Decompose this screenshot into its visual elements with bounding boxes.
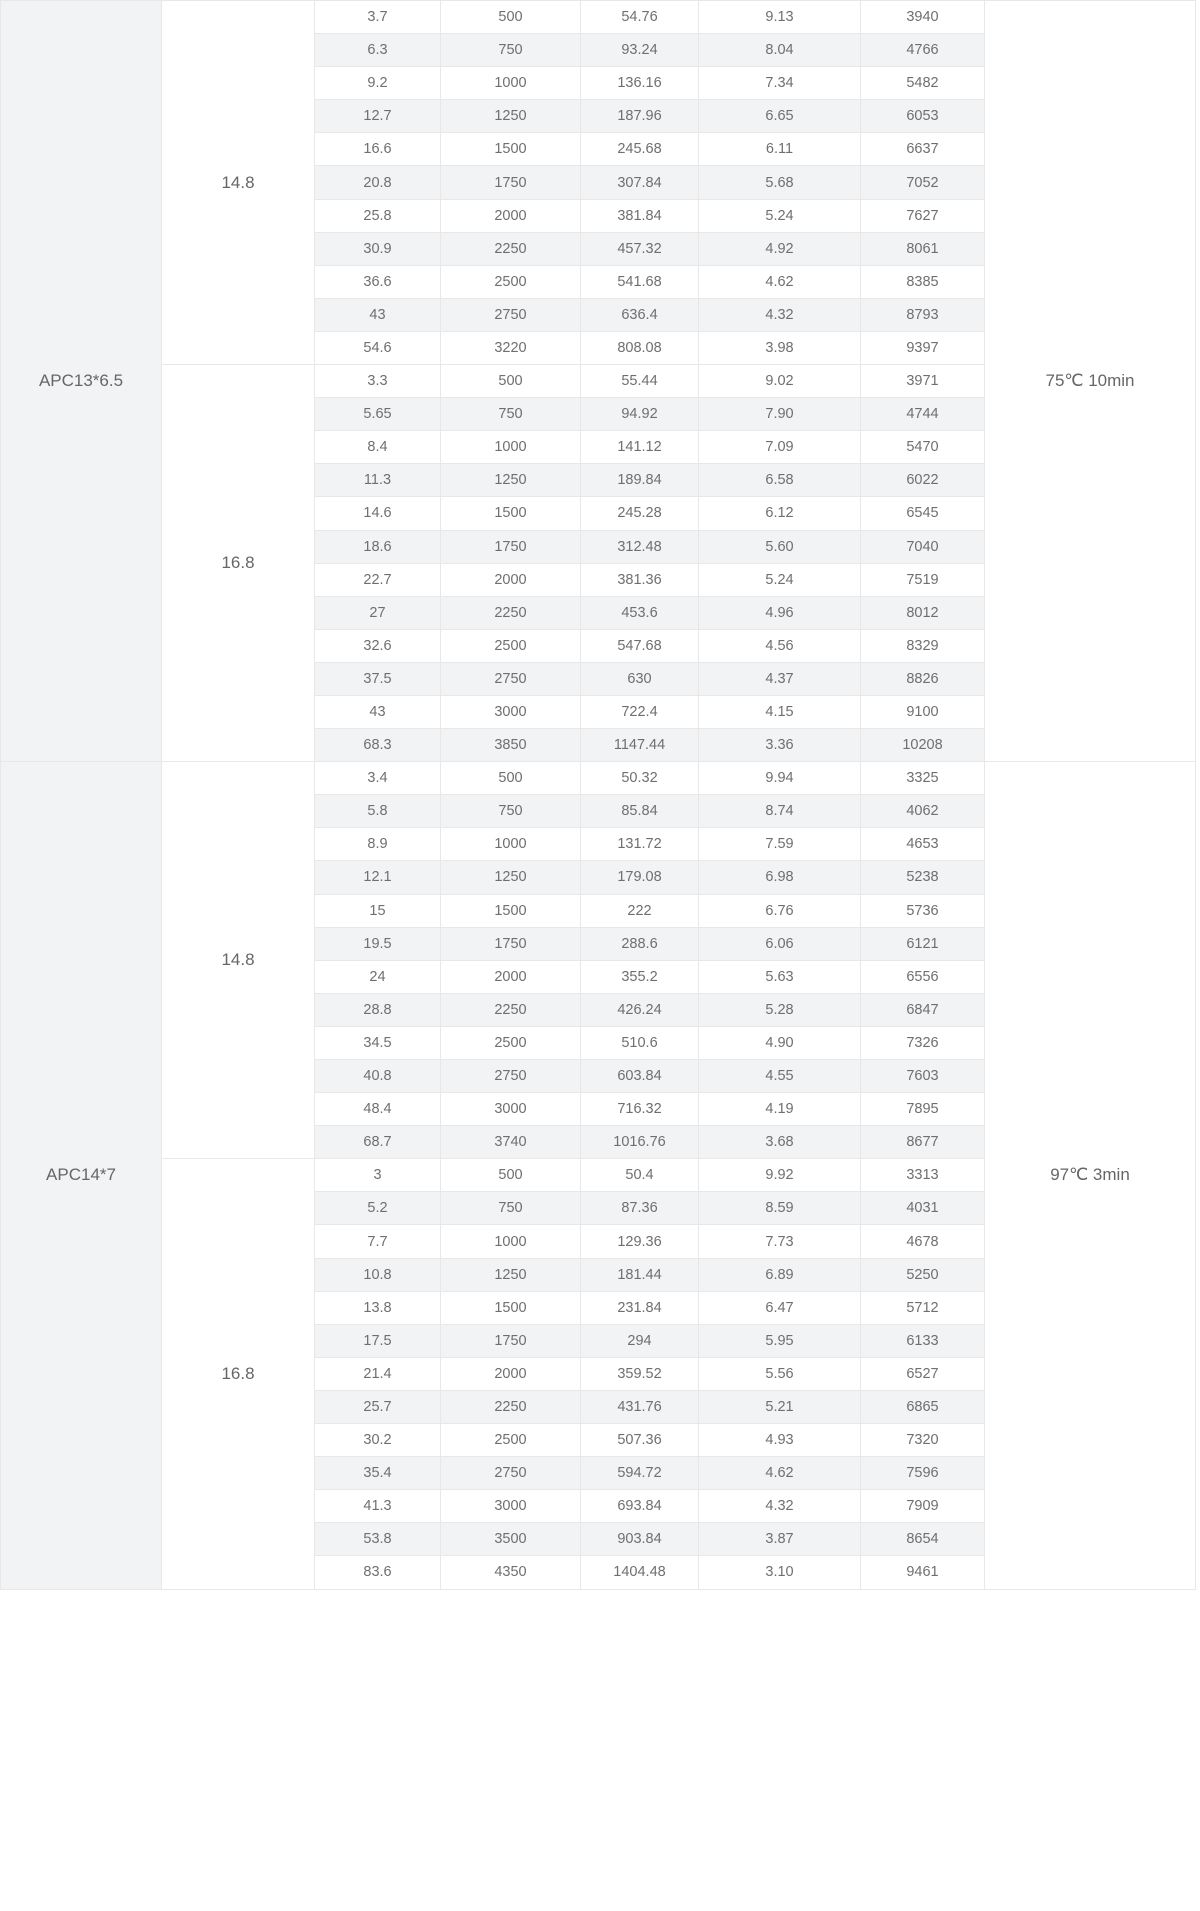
value-cell: 8.59: [699, 1192, 861, 1225]
value-cell: 4.56: [699, 629, 861, 662]
value-cell: 4766: [861, 34, 985, 67]
value-cell: 3940: [861, 1, 985, 34]
value-cell: 716.32: [581, 1093, 699, 1126]
value-cell: 55.44: [581, 365, 699, 398]
value-cell: 12.1: [315, 861, 441, 894]
value-cell: 7.34: [699, 67, 861, 100]
value-cell: 5.68: [699, 166, 861, 199]
value-cell: 8061: [861, 232, 985, 265]
value-cell: 3850: [441, 729, 581, 762]
value-cell: 9397: [861, 331, 985, 364]
value-cell: 3313: [861, 1159, 985, 1192]
value-cell: 9461: [861, 1556, 985, 1589]
propeller-model-cell: APC13*6.5: [1, 1, 162, 762]
value-cell: 8012: [861, 596, 985, 629]
value-cell: 3740: [441, 1126, 581, 1159]
value-cell: 722.4: [581, 695, 699, 728]
value-cell: 6556: [861, 960, 985, 993]
value-cell: 4.32: [699, 1490, 861, 1523]
value-cell: 636.4: [581, 298, 699, 331]
value-cell: 7627: [861, 199, 985, 232]
propeller-model-cell: APC14*7: [1, 762, 162, 1589]
value-cell: 7909: [861, 1490, 985, 1523]
value-cell: 8793: [861, 298, 985, 331]
value-cell: 693.84: [581, 1490, 699, 1523]
value-cell: 20.8: [315, 166, 441, 199]
value-cell: 85.84: [581, 795, 699, 828]
value-cell: 3.68: [699, 1126, 861, 1159]
value-cell: 6.12: [699, 497, 861, 530]
value-cell: 7895: [861, 1093, 985, 1126]
value-cell: 4.15: [699, 695, 861, 728]
value-cell: 3.36: [699, 729, 861, 762]
value-cell: 245.28: [581, 497, 699, 530]
value-cell: 500: [441, 762, 581, 795]
value-cell: 6527: [861, 1357, 985, 1390]
value-cell: 6133: [861, 1324, 985, 1357]
value-cell: 3500: [441, 1523, 581, 1556]
value-cell: 4031: [861, 1192, 985, 1225]
value-cell: 131.72: [581, 828, 699, 861]
value-cell: 2000: [441, 960, 581, 993]
table-edge: [1196, 1, 1200, 762]
value-cell: 7596: [861, 1457, 985, 1490]
value-cell: 5.21: [699, 1390, 861, 1423]
value-cell: 7326: [861, 1026, 985, 1059]
value-cell: 2250: [441, 596, 581, 629]
value-cell: 1000: [441, 1225, 581, 1258]
value-cell: 5.95: [699, 1324, 861, 1357]
value-cell: 1500: [441, 133, 581, 166]
value-cell: 6.76: [699, 894, 861, 927]
value-cell: 9.92: [699, 1159, 861, 1192]
value-cell: 6545: [861, 497, 985, 530]
value-cell: 9.13: [699, 1, 861, 34]
value-cell: 1147.44: [581, 729, 699, 762]
value-cell: 1000: [441, 828, 581, 861]
value-cell: 3220: [441, 331, 581, 364]
table-row: [1, 1, 1200, 34]
value-cell: 4678: [861, 1225, 985, 1258]
value-cell: 8677: [861, 1126, 985, 1159]
value-cell: 2750: [441, 298, 581, 331]
value-cell: 1500: [441, 497, 581, 530]
value-cell: 307.84: [581, 166, 699, 199]
value-cell: 1404.48: [581, 1556, 699, 1589]
voltage-cell: 16.8: [162, 365, 315, 762]
value-cell: 5238: [861, 861, 985, 894]
value-cell: 6.06: [699, 927, 861, 960]
value-cell: 3.87: [699, 1523, 861, 1556]
value-cell: 17.5: [315, 1324, 441, 1357]
value-cell: 187.96: [581, 100, 699, 133]
value-cell: 8385: [861, 265, 985, 298]
value-cell: 6.89: [699, 1258, 861, 1291]
value-cell: 8.4: [315, 431, 441, 464]
value-cell: 5.24: [699, 199, 861, 232]
value-cell: 7603: [861, 1060, 985, 1093]
value-cell: 5.65: [315, 398, 441, 431]
value-cell: 630: [581, 662, 699, 695]
value-cell: 4.37: [699, 662, 861, 695]
value-cell: 3: [315, 1159, 441, 1192]
value-cell: 1500: [441, 1291, 581, 1324]
value-cell: 222: [581, 894, 699, 927]
table-edge: [1196, 762, 1200, 1589]
value-cell: 9.94: [699, 762, 861, 795]
value-cell: 16.6: [315, 133, 441, 166]
value-cell: 7.59: [699, 828, 861, 861]
value-cell: 4.19: [699, 1093, 861, 1126]
value-cell: 6.58: [699, 464, 861, 497]
value-cell: 189.84: [581, 464, 699, 497]
value-cell: 288.6: [581, 927, 699, 960]
value-cell: 453.6: [581, 596, 699, 629]
value-cell: 2000: [441, 1357, 581, 1390]
value-cell: 6.11: [699, 133, 861, 166]
value-cell: 510.6: [581, 1026, 699, 1059]
value-cell: 10.8: [315, 1258, 441, 1291]
value-cell: 3.98: [699, 331, 861, 364]
value-cell: 750: [441, 34, 581, 67]
value-cell: 2750: [441, 662, 581, 695]
value-cell: 9.2: [315, 67, 441, 100]
value-cell: 2250: [441, 993, 581, 1026]
value-cell: 54.6: [315, 331, 441, 364]
value-cell: 1250: [441, 1258, 581, 1291]
value-cell: 10208: [861, 729, 985, 762]
value-cell: 594.72: [581, 1457, 699, 1490]
value-cell: 1000: [441, 431, 581, 464]
value-cell: 426.24: [581, 993, 699, 1026]
voltage-cell: 14.8: [162, 762, 315, 1159]
value-cell: 22.7: [315, 563, 441, 596]
value-cell: 4.62: [699, 265, 861, 298]
value-cell: 5736: [861, 894, 985, 927]
value-cell: 6847: [861, 993, 985, 1026]
value-cell: 43: [315, 298, 441, 331]
value-cell: 40.8: [315, 1060, 441, 1093]
value-cell: 6121: [861, 927, 985, 960]
value-cell: 3971: [861, 365, 985, 398]
value-cell: 8.9: [315, 828, 441, 861]
value-cell: 11.3: [315, 464, 441, 497]
value-cell: 231.84: [581, 1291, 699, 1324]
table-body: [1, 1, 1200, 1590]
value-cell: 48.4: [315, 1093, 441, 1126]
value-cell: 6.65: [699, 100, 861, 133]
value-cell: 2500: [441, 629, 581, 662]
value-cell: 15: [315, 894, 441, 927]
value-cell: 312.48: [581, 530, 699, 563]
value-cell: 1750: [441, 166, 581, 199]
value-cell: 1750: [441, 1324, 581, 1357]
value-cell: 6022: [861, 464, 985, 497]
value-cell: 53.8: [315, 1523, 441, 1556]
value-cell: 500: [441, 1, 581, 34]
value-cell: 136.16: [581, 67, 699, 100]
value-cell: 1250: [441, 861, 581, 894]
value-cell: 93.24: [581, 34, 699, 67]
page-bottom-margin: [0, 1590, 1200, 1630]
value-cell: 3000: [441, 695, 581, 728]
value-cell: 41.3: [315, 1490, 441, 1523]
value-cell: 7.7: [315, 1225, 441, 1258]
value-cell: 5482: [861, 67, 985, 100]
value-cell: 3.4: [315, 762, 441, 795]
value-cell: 1750: [441, 927, 581, 960]
value-cell: 21.4: [315, 1357, 441, 1390]
value-cell: 6.3: [315, 34, 441, 67]
value-cell: 4653: [861, 828, 985, 861]
value-cell: 5250: [861, 1258, 985, 1291]
value-cell: 3.10: [699, 1556, 861, 1589]
temperature-cell: 75℃ 10min: [985, 1, 1196, 762]
value-cell: 2500: [441, 1424, 581, 1457]
value-cell: 9100: [861, 695, 985, 728]
value-cell: 34.5: [315, 1026, 441, 1059]
value-cell: 750: [441, 795, 581, 828]
value-cell: 2500: [441, 1026, 581, 1059]
value-cell: 381.36: [581, 563, 699, 596]
value-cell: 4350: [441, 1556, 581, 1589]
value-cell: 5.24: [699, 563, 861, 596]
value-cell: 4.96: [699, 596, 861, 629]
value-cell: 18.6: [315, 530, 441, 563]
value-cell: 30.9: [315, 232, 441, 265]
value-cell: 4.90: [699, 1026, 861, 1059]
temperature-cell: 97℃ 3min: [985, 762, 1196, 1589]
value-cell: 500: [441, 365, 581, 398]
value-cell: 2250: [441, 1390, 581, 1423]
value-cell: 35.4: [315, 1457, 441, 1490]
value-cell: 6.98: [699, 861, 861, 894]
value-cell: 1016.76: [581, 1126, 699, 1159]
value-cell: 4744: [861, 398, 985, 431]
value-cell: 3000: [441, 1490, 581, 1523]
value-cell: 94.92: [581, 398, 699, 431]
value-cell: 13.8: [315, 1291, 441, 1324]
value-cell: 6865: [861, 1390, 985, 1423]
value-cell: 541.68: [581, 265, 699, 298]
value-cell: 1500: [441, 894, 581, 927]
value-cell: 36.6: [315, 265, 441, 298]
value-cell: 5.8: [315, 795, 441, 828]
value-cell: 6637: [861, 133, 985, 166]
value-cell: 2000: [441, 563, 581, 596]
value-cell: 5.28: [699, 993, 861, 1026]
value-cell: 7.09: [699, 431, 861, 464]
value-cell: 50.32: [581, 762, 699, 795]
value-cell: 4.55: [699, 1060, 861, 1093]
value-cell: 547.68: [581, 629, 699, 662]
value-cell: 7519: [861, 563, 985, 596]
voltage-cell: 16.8: [162, 1159, 315, 1589]
value-cell: 8.04: [699, 34, 861, 67]
value-cell: 5712: [861, 1291, 985, 1324]
value-cell: 808.08: [581, 331, 699, 364]
value-cell: 179.08: [581, 861, 699, 894]
value-cell: 3000: [441, 1093, 581, 1126]
value-cell: 4.93: [699, 1424, 861, 1457]
value-cell: 3.7: [315, 1, 441, 34]
value-cell: 54.76: [581, 1, 699, 34]
value-cell: 68.7: [315, 1126, 441, 1159]
value-cell: 603.84: [581, 1060, 699, 1093]
value-cell: 87.36: [581, 1192, 699, 1225]
value-cell: 1250: [441, 100, 581, 133]
table-row: [1, 762, 1200, 795]
value-cell: 903.84: [581, 1523, 699, 1556]
value-cell: 7320: [861, 1424, 985, 1457]
value-cell: 355.2: [581, 960, 699, 993]
value-cell: 500: [441, 1159, 581, 1192]
value-cell: 245.68: [581, 133, 699, 166]
value-cell: 8654: [861, 1523, 985, 1556]
value-cell: 1250: [441, 464, 581, 497]
value-cell: 50.4: [581, 1159, 699, 1192]
value-cell: 19.5: [315, 927, 441, 960]
value-cell: 4.32: [699, 298, 861, 331]
voltage-cell: 14.8: [162, 1, 315, 365]
value-cell: 2750: [441, 1457, 581, 1490]
value-cell: 7040: [861, 530, 985, 563]
value-cell: 7052: [861, 166, 985, 199]
value-cell: 1000: [441, 67, 581, 100]
value-cell: 5.63: [699, 960, 861, 993]
value-cell: 9.02: [699, 365, 861, 398]
value-cell: 27: [315, 596, 441, 629]
value-cell: 6.47: [699, 1291, 861, 1324]
value-cell: 68.3: [315, 729, 441, 762]
value-cell: 2250: [441, 232, 581, 265]
value-cell: 83.6: [315, 1556, 441, 1589]
value-cell: 5.60: [699, 530, 861, 563]
value-cell: 141.12: [581, 431, 699, 464]
value-cell: 381.84: [581, 199, 699, 232]
value-cell: 12.7: [315, 100, 441, 133]
value-cell: 5.56: [699, 1357, 861, 1390]
value-cell: 3.3: [315, 365, 441, 398]
value-cell: 7.90: [699, 398, 861, 431]
value-cell: 24: [315, 960, 441, 993]
value-cell: 129.36: [581, 1225, 699, 1258]
value-cell: 181.44: [581, 1258, 699, 1291]
value-cell: 30.2: [315, 1424, 441, 1457]
value-cell: 43: [315, 695, 441, 728]
value-cell: 8826: [861, 662, 985, 695]
value-cell: 28.8: [315, 993, 441, 1026]
value-cell: 14.6: [315, 497, 441, 530]
value-cell: 750: [441, 1192, 581, 1225]
value-cell: 3325: [861, 762, 985, 795]
value-cell: 8.74: [699, 795, 861, 828]
value-cell: 507.36: [581, 1424, 699, 1457]
value-cell: 5.2: [315, 1192, 441, 1225]
value-cell: 4.92: [699, 232, 861, 265]
value-cell: 7.73: [699, 1225, 861, 1258]
value-cell: 2750: [441, 1060, 581, 1093]
value-cell: 8329: [861, 629, 985, 662]
value-cell: 37.5: [315, 662, 441, 695]
value-cell: 750: [441, 398, 581, 431]
value-cell: 294: [581, 1324, 699, 1357]
value-cell: 359.52: [581, 1357, 699, 1390]
value-cell: 2000: [441, 199, 581, 232]
value-cell: 6053: [861, 100, 985, 133]
value-cell: 431.76: [581, 1390, 699, 1423]
value-cell: 25.7: [315, 1390, 441, 1423]
value-cell: 32.6: [315, 629, 441, 662]
value-cell: 457.32: [581, 232, 699, 265]
value-cell: 4.62: [699, 1457, 861, 1490]
value-cell: 25.8: [315, 199, 441, 232]
value-cell: 1750: [441, 530, 581, 563]
value-cell: 2500: [441, 265, 581, 298]
value-cell: 4062: [861, 795, 985, 828]
value-cell: 5470: [861, 431, 985, 464]
